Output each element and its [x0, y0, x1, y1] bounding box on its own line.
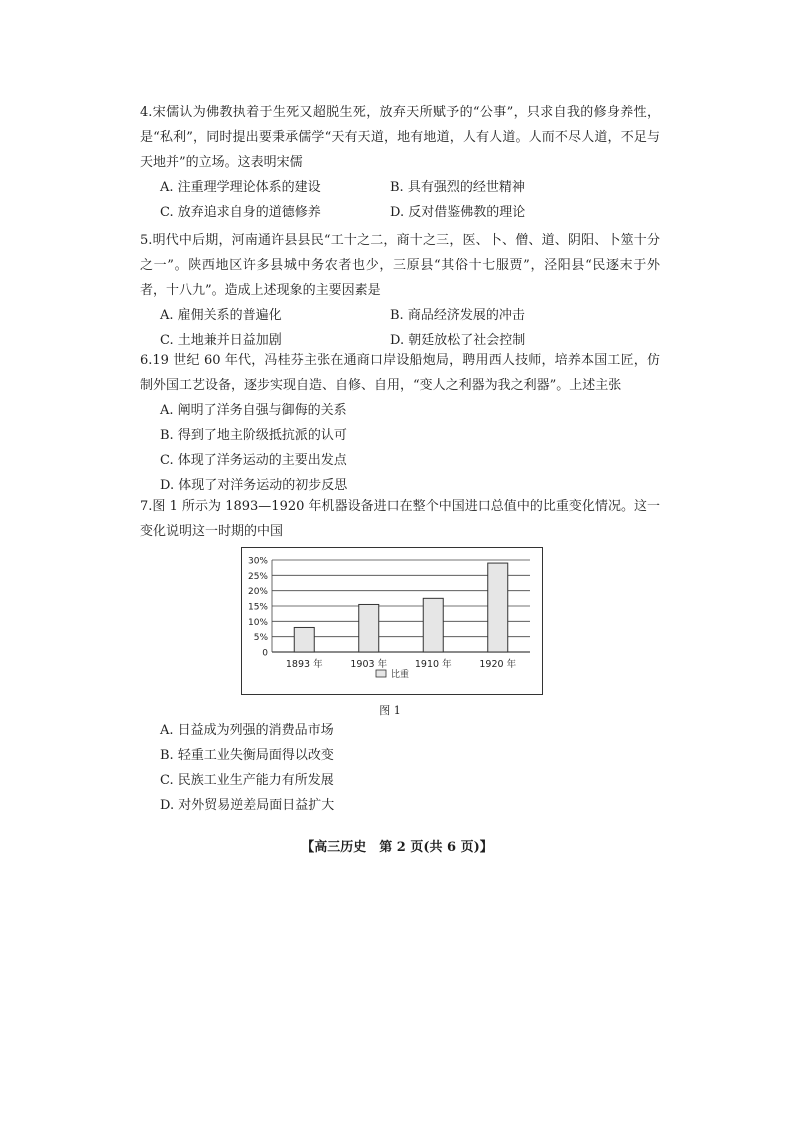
question-4-option-b[interactable]: B. 具有强烈的经世精神 — [390, 180, 525, 195]
question-7-options — [140, 718, 660, 818]
question-5-option-a[interactable]: A. 雇佣关系的普遍化 — [160, 308, 282, 323]
x-tick-label: 1903 年 — [350, 659, 388, 670]
question-5-option-b[interactable]: B. 商品经济发展的冲击 — [390, 308, 525, 323]
question-4-line-3: 立场。这表明宋儒 — [198, 155, 303, 170]
question-7-option-d[interactable]: D. 对外贸易逆差局面日益扩大 — [160, 798, 335, 813]
y-tick-label: 10% — [247, 617, 268, 628]
question-5-option-d[interactable]: D. 朝廷放松了社会控制 — [390, 333, 526, 348]
y-tick-label: 20% — [247, 587, 268, 598]
question-7-stem — [140, 494, 660, 544]
figure-1-svg — [242, 548, 542, 694]
question-5-option-c[interactable]: C. 土地兼并日益加剧 — [160, 333, 282, 348]
question-6-option-d[interactable]: D. 体现了对洋务运动的初步反思 — [160, 478, 348, 493]
question-6-line-2: 工艺设备，逐步实现自造、自修、自用，“变人之利器为我之利器”。上述主张 — [179, 378, 622, 393]
figure-1-label: 图 1 — [379, 704, 401, 717]
question-6-line-1: 6.19 世纪 60 年代，冯桂芬主张在通商口岸设船炮局，聘用西人技师，培养本国工匠，仿制外国 — [140, 353, 660, 393]
question-4-options-row-2 — [140, 200, 660, 225]
legend-swatch — [376, 670, 386, 677]
question-4-line-1: 4.宋儒认为佛教执着于生死又超脱生死，放弃天所赋予的“公事”，只求自我的修身养性，是“私 — [140, 105, 660, 145]
question-6-stem — [140, 348, 660, 398]
page-footer: 【高三历史 第 2 页(共 6 页)】 — [301, 840, 493, 855]
x-tick-label: 1920 年 — [479, 659, 517, 670]
question-5 — [140, 228, 660, 353]
question-4 — [140, 100, 660, 225]
question-7-option-a[interactable]: A. 日益成为列强的消费品市场 — [160, 723, 334, 738]
bar — [294, 627, 314, 652]
y-tick-label: 30% — [247, 556, 268, 567]
question-4-option-c[interactable]: C. 放弃追求自身的道德修养 — [160, 205, 321, 220]
bar — [488, 563, 508, 652]
question-6-option-a[interactable]: A. 阐明了洋务自强与御侮的关系 — [160, 403, 347, 418]
question-7-option-c[interactable]: C. 民族工业生产能力有所发展 — [160, 773, 334, 788]
question-4-option-a[interactable]: A. 注重理学理论体系的建设 — [160, 180, 321, 195]
bar — [359, 604, 379, 652]
question-5-line-1: 5.明代中后期，河南通许县县民“工十之二，商十之三，医、卜、僧、道、阴阳、卜筮十分之一”。陕 — [140, 233, 660, 273]
question-4-option-d[interactable]: D. 反对借鉴佛教的理论 — [390, 205, 526, 220]
bar — [423, 598, 443, 652]
question-6 — [140, 348, 660, 498]
y-tick-label: 15% — [247, 602, 268, 613]
y-tick-label: 0 — [262, 648, 268, 659]
question-4-line-2: 利”，同时提出要秉承儒学“天有天道，地有地道，人有人道。人而不尽人道，不足与天地并”的 — [140, 130, 660, 170]
y-tick-label: 5% — [253, 633, 268, 644]
question-4-options-row-1 — [140, 175, 660, 200]
question-7-line-2: 说明这一时期的中国 — [166, 524, 284, 539]
question-5-stem — [140, 228, 660, 303]
question-5-line-3: 成上述现象的主要因素是 — [237, 283, 381, 298]
question-6-option-c[interactable]: C. 体现了洋务运动的主要出发点 — [160, 453, 347, 468]
question-4-stem — [140, 100, 660, 175]
question-7 — [140, 494, 660, 544]
x-tick-label: 1910 年 — [414, 659, 452, 670]
question-6-option-b[interactable]: B. 得到了地主阶级抵抗派的认可 — [160, 428, 347, 443]
question-5-options-row-1 — [140, 303, 660, 328]
question-5-line-2: 西地区许多县城中务农者也少，三原县“其俗十七服贾”，泾阳县“民逐末于外者，十八九”。造 — [140, 258, 660, 298]
figure-1-chart — [241, 547, 543, 695]
question-7-option-b[interactable]: B. 轻重工业失衡局面得以改变 — [160, 748, 334, 763]
y-tick-label: 25% — [247, 571, 268, 582]
x-tick-label: 1893 年 — [285, 659, 323, 670]
question-7-line-1: 7.图 1 所示为 1893—1920 年机器设备进口在整个中国进口总值中的比重变化情况。这一变化 — [140, 499, 660, 539]
legend-label: 比重 — [391, 670, 410, 680]
